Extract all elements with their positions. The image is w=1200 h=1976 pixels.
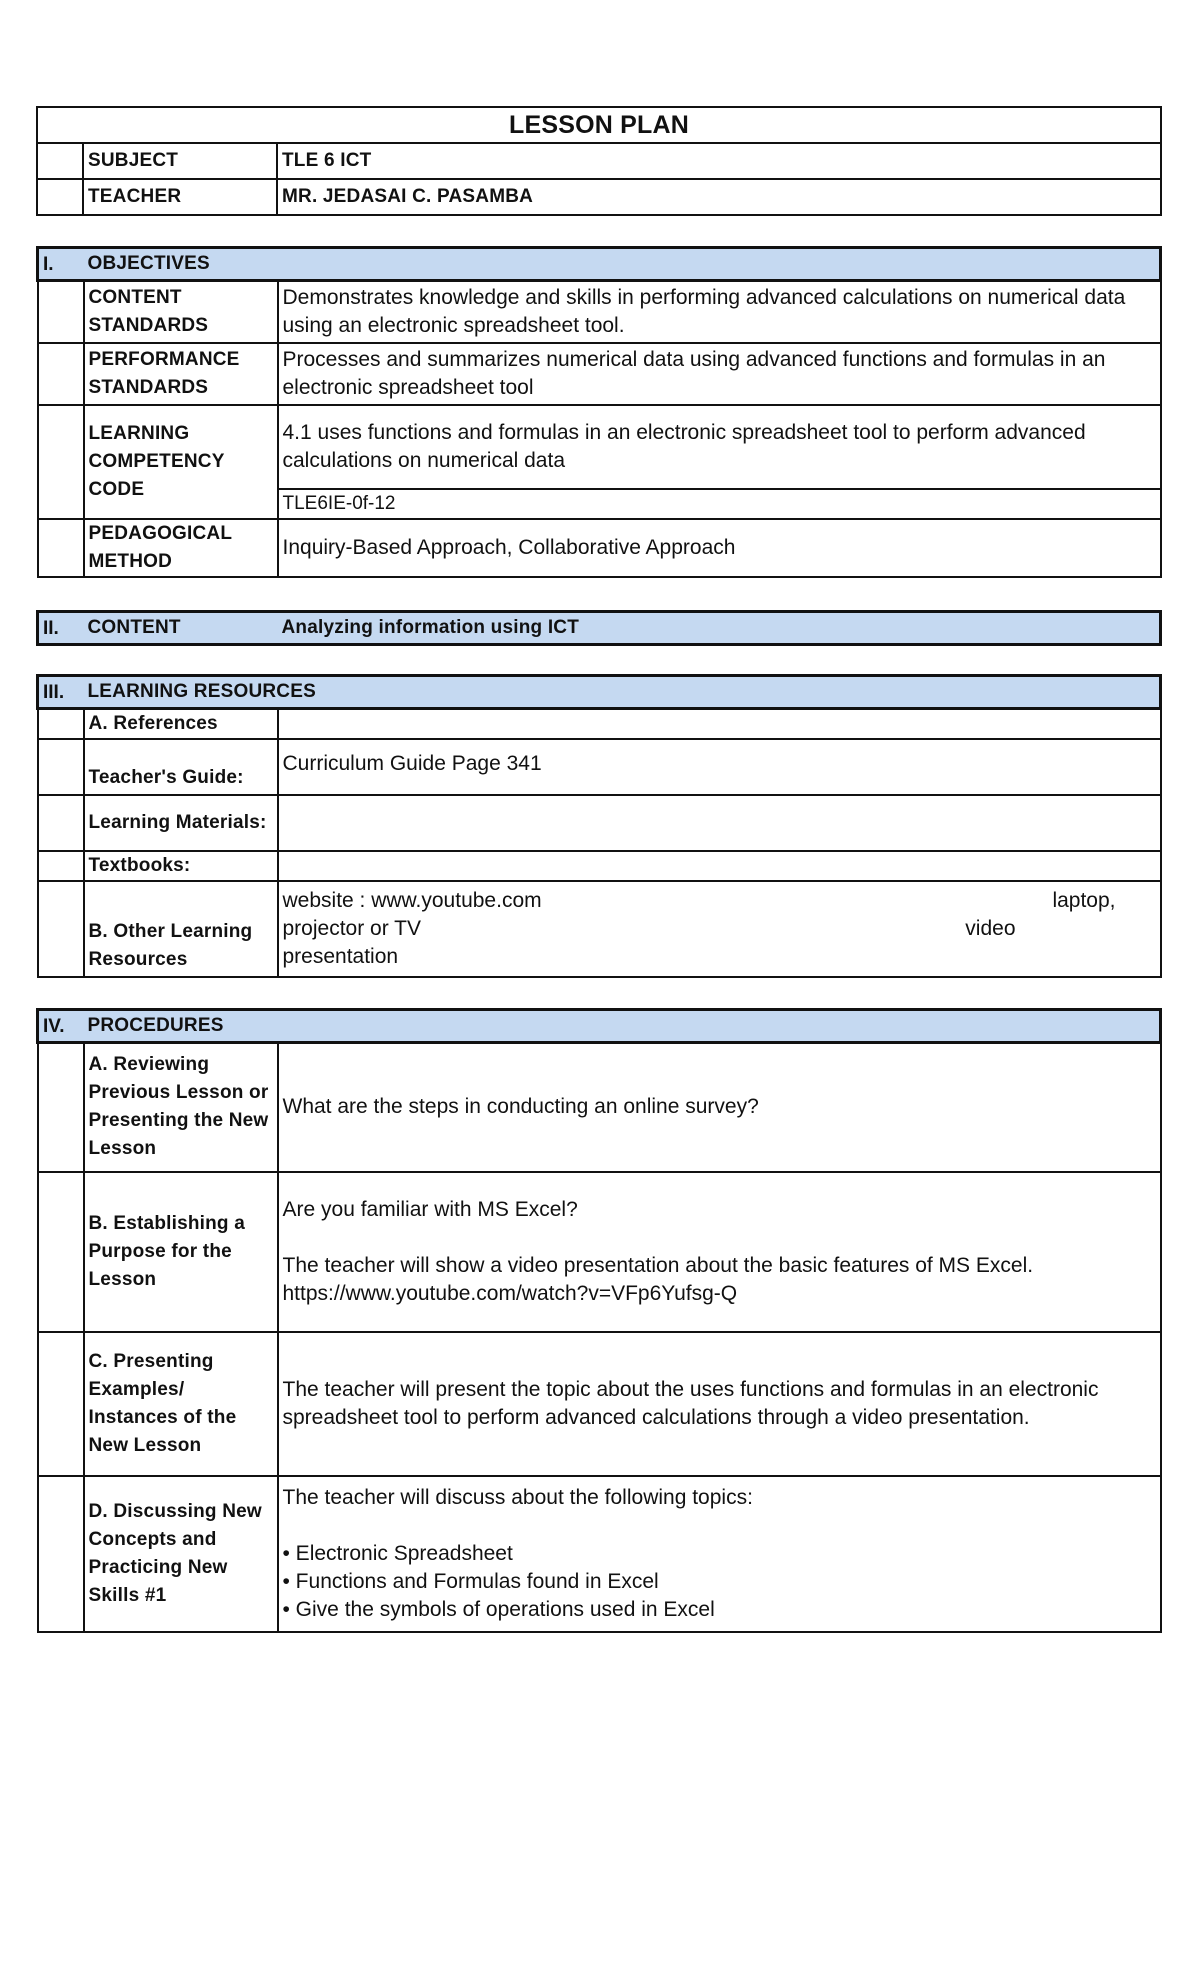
subject-label: SUBJECT [83,143,277,179]
content-label: CONTENT [84,611,278,644]
learning-competency-label: LEARNING COMPETENCY CODE [84,405,278,519]
references-label: A. References [84,708,278,739]
blank-cell [38,405,84,519]
resources-number: III. [38,675,84,708]
teacher-value: MR. JEDASAI C. PASAMBA [277,179,1161,215]
learning-materials-label: Learning Materials: [84,795,278,851]
content-number: II. [38,611,84,644]
blank-cell [38,795,84,851]
learning-competency-code: TLE6IE-0f-12 [278,489,1161,519]
blank-cell [38,1332,84,1476]
pedagogical-method-label: PEDAGOGICAL METHOD [84,519,278,577]
content-value: Analyzing information using ICT [278,611,1161,644]
blank-cell [278,795,1161,851]
blank-cell [38,739,84,795]
procedure-b-line1: Are you familiar with MS Excel? [282,1198,578,1221]
objectives-heading: OBJECTIVES [84,248,1161,281]
procedure-a-value: What are the steps in conducting an online survey? [278,1042,1161,1172]
procedure-c-label: C. Presenting Examples/ Instances of the New Lesson [84,1332,278,1476]
procedures-heading: PROCEDURES [84,1009,1161,1042]
objectives-number: I. [38,248,84,281]
procedure-c-value: The teacher will present the topic about the uses functions and formulas in an electronic spreadsheet tool to perform advanced calculations through a video presentation. [278,1332,1161,1476]
procedure-b-value [278,1172,1161,1332]
other-resources-value [278,881,1161,977]
teachers-guide-value: Curriculum Guide Page 341 [278,739,1161,795]
content-standards-label: CONTENT STANDARDS [84,281,278,343]
performance-standards-label: PERFORMANCE STANDARDS [84,343,278,405]
procedures-number: IV. [38,1009,84,1042]
blank-cell [37,143,83,179]
header-table [36,106,1162,216]
blank-cell [38,281,84,343]
procedure-d-label: D. Discussing New Concepts and Practicing New Skills #1 [84,1476,278,1632]
learning-resources-table [36,674,1162,978]
objectives-table [36,246,1162,578]
blank-cell [38,851,84,881]
procedure-a-label: A. Reviewing Previous Lesson or Presenting the New Lesson [84,1042,278,1172]
lesson-plan-page [36,106,1162,1633]
resources-heading: LEARNING RESOURCES [84,675,1161,708]
other-resources-label: B. Other Learning Resources [84,881,278,977]
other-resources-line1-left: website : www.youtube.com [282,888,542,912]
procedures-table [36,1008,1162,1634]
subject-value: TLE 6 ICT [277,143,1161,179]
performance-standards-value: Processes and summarizes numerical data using advanced functions and formulas in an electronic spreadsheet tool [278,343,1161,405]
procedure-d-item: • Functions and Formulas found in Excel [282,1570,659,1593]
procedure-d-item: • Electronic Spreadsheet [282,1542,513,1565]
blank-cell [38,1172,84,1332]
teacher-label: TEACHER [83,179,277,215]
blank-cell [38,1042,84,1172]
textbooks-label: Textbooks: [84,851,278,881]
content-table [36,610,1162,646]
other-resources-line3: presentation [282,944,399,968]
blank-cell [38,519,84,577]
blank-cell [37,179,83,215]
blank-cell [38,1476,84,1632]
procedure-b-line2: The teacher will show a video presentation about the basic features of MS Excel. [282,1254,1034,1277]
procedure-d-item: • Give the symbols of operations used in Excel [282,1598,715,1621]
blank-cell [38,881,84,977]
other-resources-line2-right: video [965,916,1016,940]
content-standards-value: Demonstrates knowledge and skills in performing advanced calculations on numerical data using an electronic spreadsheet tool. [278,281,1161,343]
blank-cell [38,343,84,405]
pedagogical-method-value: Inquiry-Based Approach, Collaborative Approach [278,519,1161,577]
blank-cell [278,708,1161,739]
page-title: LESSON PLAN [37,107,1161,143]
other-resources-line2-left: projector or TV [282,916,421,940]
other-resources-line1-right: laptop, [1052,888,1116,912]
learning-competency-value: 4.1 uses functions and formulas in an electronic spreadsheet tool to perform advanced calculations on numerical data [278,405,1161,489]
blank-cell [278,851,1161,881]
procedure-d-intro: The teacher will discuss about the following topics: [282,1486,753,1509]
blank-cell [38,708,84,739]
procedure-b-line3: https://www.youtube.com/watch?v=VFp6Yufsg-Q [282,1282,738,1305]
procedure-b-label: B. Establishing a Purpose for the Lesson [84,1172,278,1332]
teachers-guide-label: Teacher's Guide: [84,739,278,795]
procedure-d-value [278,1476,1161,1632]
